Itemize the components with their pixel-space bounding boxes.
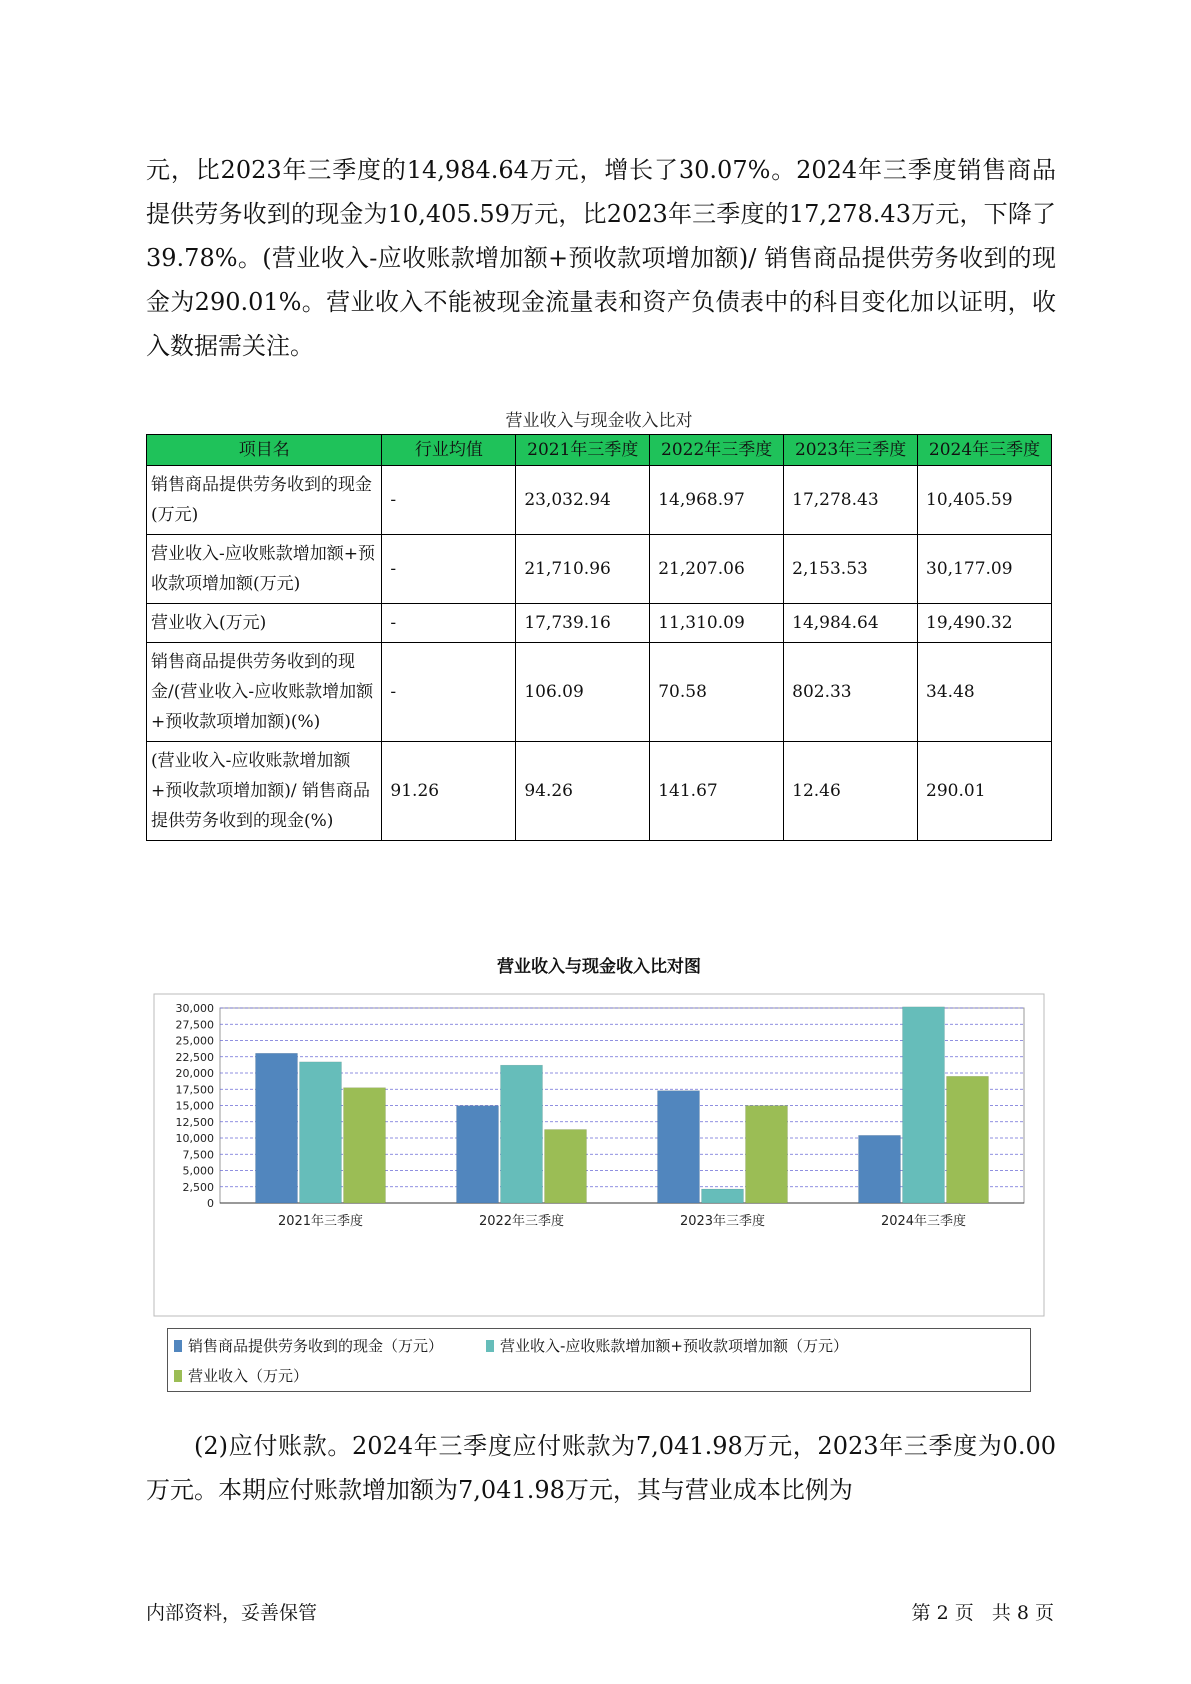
legend-swatch: [174, 1370, 182, 1382]
table-cell: 94.26: [516, 742, 650, 841]
bar-1-2: [457, 1106, 499, 1203]
body-paragraph-1: 元，比2023年三季度的14,984.64万元，增长了30.07%。2024年三季度销售商品提供劳务收到的现金为10,405.59万元，比2023年三季度的17,278.43万元，下降了39.78%。(营业收入-应收账款增加额+预收款项增加额)/ 销售商品提供劳务收到的现金为290.01%。营业收入不能被现金流量表和资产负债表中的科目变化加以证明，收入数据需关注。: [146, 156, 1056, 360]
table-cell: 14,984.64: [784, 604, 918, 643]
row-label: 营业收入(万元): [147, 604, 382, 643]
table-cell: 2,153.53: [784, 535, 918, 604]
table-caption: 营业收入与现金收入比对: [505, 411, 693, 431]
table-cell: 23,032.94: [516, 466, 650, 535]
row-label: (营业收入-应收账款增加额+预收款项增加额)/ 销售商品提供劳务收到的现金(%): [147, 742, 382, 841]
table-cell: 91.26: [382, 742, 516, 841]
legend-label: 营业收入（万元）: [188, 1367, 309, 1385]
x-tick-label: 2022年三季度: [478, 1214, 565, 1229]
x-tick-label: 2021年三季度: [277, 1214, 364, 1229]
table-cell: 290.01: [918, 742, 1052, 841]
header-item-name: 项目名: [147, 435, 382, 466]
table-row: [147, 604, 1052, 643]
y-tick-label: 15,000: [175, 1099, 214, 1113]
row-label: 销售商品提供劳务收到的现金/(营业收入-应收账款增加额+预收款项增加额)(%): [147, 643, 382, 742]
table-cell: 21,710.96: [516, 535, 650, 604]
table-cell: 14,968.97: [650, 466, 784, 535]
table-cell: 70.58: [650, 643, 784, 742]
table-cell: 21,207.06: [650, 535, 784, 604]
table-cell: 30,177.09: [918, 535, 1052, 604]
table-cell: 34.48: [918, 643, 1052, 742]
y-tick-label: 25,000: [175, 1034, 214, 1048]
table-row: [147, 466, 1052, 535]
legend-item-revenue: [174, 1365, 308, 1386]
bar-2-3: [702, 1189, 744, 1203]
bar-2-1: [300, 1062, 342, 1203]
table-row: [147, 535, 1052, 604]
bar-chart: [146, 990, 1052, 1320]
row-label: 营业收入-应收账款增加额+预收款项增加额(万元): [147, 535, 382, 604]
table-cell: 106.09: [516, 643, 650, 742]
table-cell: -: [382, 643, 516, 742]
table-cell: 17,278.43: [784, 466, 918, 535]
chart-title: 营业收入与现金收入比对图: [497, 957, 701, 977]
y-tick-label: 0: [207, 1197, 214, 1210]
legend-swatch: [174, 1340, 182, 1352]
comparison-table: [146, 434, 1052, 841]
bar-3-1: [344, 1088, 386, 1203]
bar-1-4: [859, 1135, 901, 1203]
y-tick-label: 30,000: [175, 1002, 214, 1015]
x-tick-label: 2024年三季度: [880, 1214, 967, 1229]
y-tick-label: 20,000: [175, 1067, 214, 1080]
bar-2-2: [501, 1065, 543, 1203]
bar-3-4: [947, 1076, 989, 1203]
table-cell: 17,739.16: [516, 604, 650, 643]
header-2022q3: 2022年三季度: [650, 435, 784, 466]
header-2024q3: 2024年三季度: [918, 435, 1052, 466]
table-header-row: [147, 435, 1052, 466]
table-cell: -: [382, 604, 516, 643]
table-cell: 141.67: [650, 742, 784, 841]
row-label: 销售商品提供劳务收到的现金(万元): [147, 466, 382, 535]
table-cell: -: [382, 535, 516, 604]
table-cell: 10,405.59: [918, 466, 1052, 535]
y-tick-label: 12,500: [175, 1115, 214, 1129]
table-cell: 802.33: [784, 643, 918, 742]
y-tick-label: 22,500: [175, 1050, 214, 1064]
y-tick-label: 2,500: [182, 1180, 214, 1194]
x-tick-label: 2023年三季度: [679, 1214, 766, 1229]
body-paragraph-2: (2)应付账款。2024年三季度应付账款为7,041.98万元，2023年三季度为0.00万元。本期应付账款增加额为7,041.98万元，其与营业成本比例为: [146, 1432, 1056, 1504]
legend-item-cash: [174, 1335, 443, 1356]
bar-3-3: [746, 1106, 788, 1203]
bar-2-4: [903, 1007, 945, 1203]
y-tick-label: 7,500: [182, 1148, 214, 1162]
footer-confidential: 内部资料，妥善保管: [146, 1602, 318, 1624]
table-row: [147, 643, 1052, 742]
legend-label: 营业收入-应收账款增加额+预收款项增加额（万元）: [500, 1337, 848, 1355]
legend-label: 销售商品提供劳务收到的现金（万元）: [188, 1337, 444, 1355]
bar-3-2: [545, 1129, 587, 1203]
y-tick-label: 5,000: [182, 1164, 214, 1178]
table-cell: -: [382, 466, 516, 535]
header-industry-avg: 行业均值: [382, 435, 516, 466]
header-2023q3: 2023年三季度: [784, 435, 918, 466]
table-cell: 11,310.09: [650, 604, 784, 643]
table-row: [147, 742, 1052, 841]
footer-page-number: [876, 1598, 1054, 1625]
page-number-text: 第 2 页 共 8 页: [911, 1602, 1054, 1624]
legend-item-adjusted-revenue: [486, 1335, 848, 1356]
chart-legend: [167, 1328, 1031, 1392]
bar-1-3: [658, 1091, 700, 1203]
y-tick-label: 10,000: [175, 1132, 214, 1145]
table-cell: 19,490.32: [918, 604, 1052, 643]
header-2021q3: 2021年三季度: [516, 435, 650, 466]
y-tick-label: 17,500: [175, 1083, 214, 1097]
y-tick-label: 27,500: [175, 1018, 214, 1032]
legend-swatch: [486, 1340, 494, 1352]
table-cell: 12.46: [784, 742, 918, 841]
bar-1-1: [256, 1053, 298, 1203]
